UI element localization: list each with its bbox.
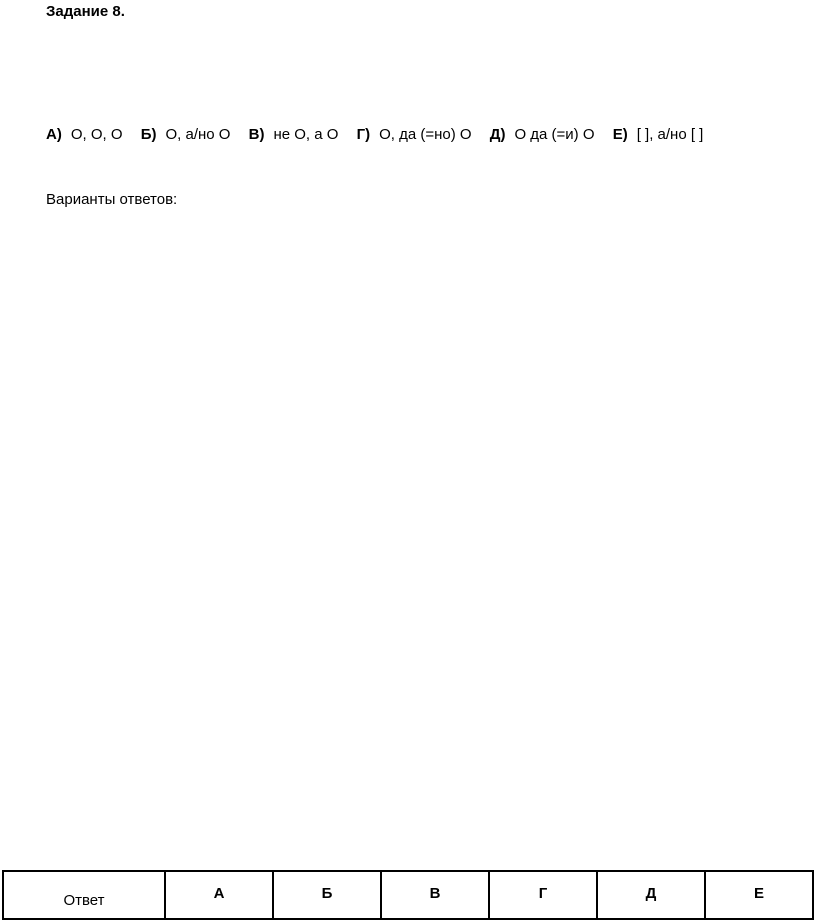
answer-cell-d[interactable]: Д [597,871,705,919]
option-v-text: не О, а О [273,126,339,143]
answer-label-cell: Ответ [3,871,165,919]
option-v [249,126,339,143]
answer-cell-b[interactable]: Б [273,871,381,919]
option-g-text: О, да (=но) О [379,126,472,143]
option-g-letter: Г) [356,126,371,143]
answer-cell-v[interactable]: В [381,871,489,919]
option-e-letter: Е) [612,126,628,143]
option-b-text: О, а/но О [165,126,231,143]
option-a [46,126,123,143]
option-a-letter: А) [46,126,62,143]
option-e [613,126,704,143]
option-e-text: [ ], а/но [ ] [636,126,704,143]
option-d [490,126,595,143]
answer-cell-a[interactable]: А [165,871,273,919]
options-list [46,123,736,147]
answer-cell-g[interactable]: Г [489,871,597,919]
task-title: Задание 8. [46,3,125,20]
option-g [357,126,472,143]
option-d-letter: Д) [489,126,506,143]
option-b [141,126,231,143]
answer-cell-e[interactable]: Е [705,871,813,919]
option-v-letter: В) [248,126,265,143]
option-b-letter: Б) [140,126,157,143]
variants-label: Варианты ответов: [46,191,178,208]
option-d-text: О да (=и) О [514,126,595,143]
answer-table [2,870,814,920]
answer-row [3,871,813,919]
option-a-text: О, О, О [70,126,123,143]
